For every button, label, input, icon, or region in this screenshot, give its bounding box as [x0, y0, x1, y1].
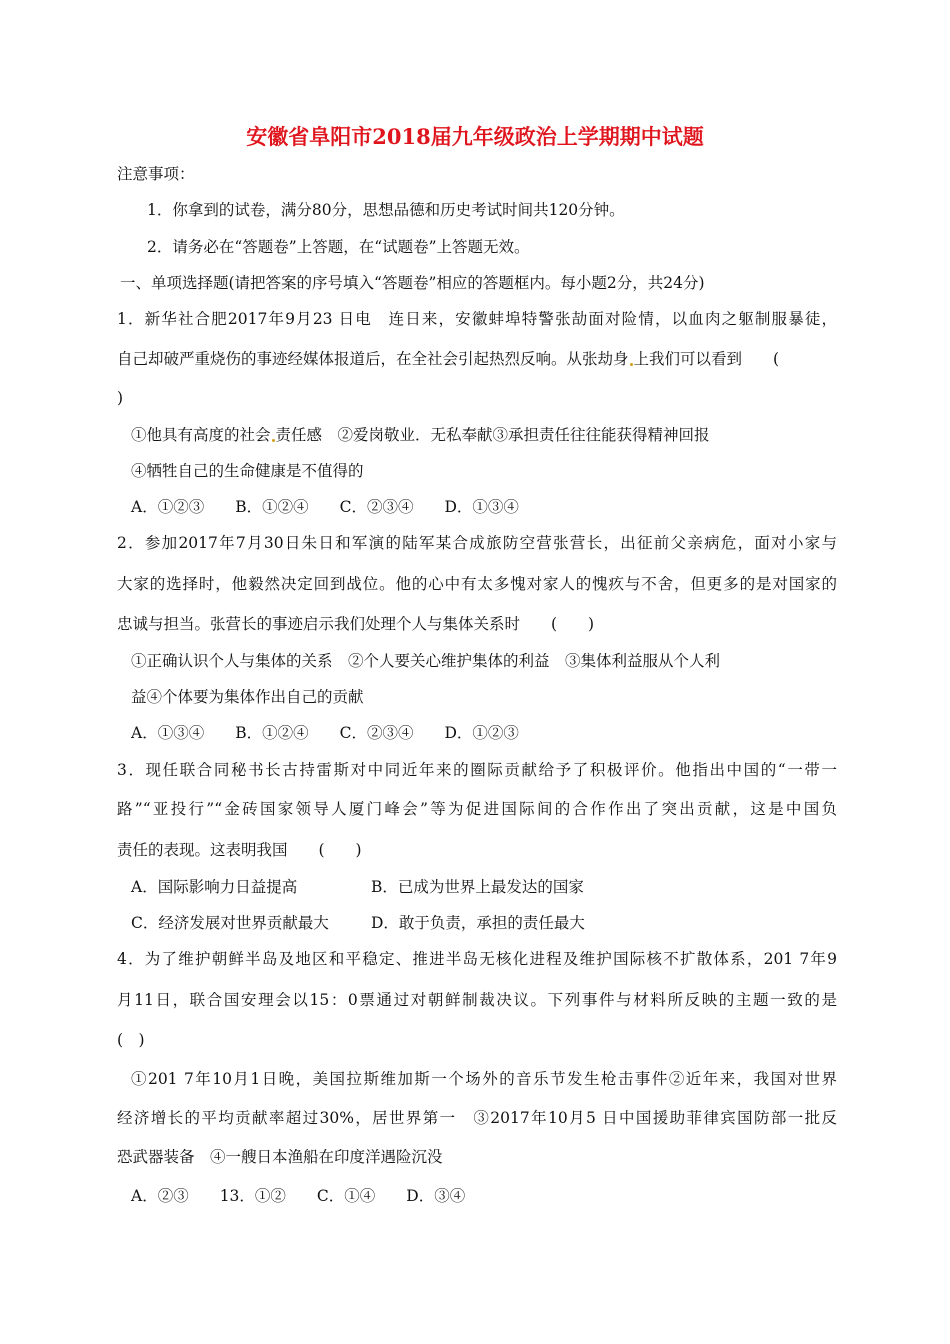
q4-stem-line-2: 月11日，联合国安理会以15：0票通过对朝鲜制裁决议。下列事件与材料所反映的主题一致的是 — [117, 991, 837, 1009]
q3-stem-line-2: 路”“亚投行”“金砖国家领导人厦门峰会”等为促进国际间的合作作出了突出贡献，这是中国负 — [117, 800, 837, 818]
q2-stem-line-2: 大家的选择时，他毅然决定回到战位。他的心中有太多愧对家人的愧疚与不舍，但更多的是对国家的 — [117, 575, 837, 593]
q2-stem-line-1: 2．参加2017年7月30日朱日和军演的陆军某合成旅防空营张营长，出征前父亲病危，面对小家与 — [117, 534, 837, 552]
q4-option-statements-3: 恐武器装备 ④一艘日本渔船在印度洋遇险沉没 — [117, 1148, 443, 1166]
notice-item-2: 2．请务必在“答题卷”上答题，在“试题卷”上答题无效。 — [147, 238, 530, 256]
q2-stem-line-3: 忠诚与担当。张营长的事迹启示我们处理个人与集体关系时 ( ) — [117, 615, 595, 633]
q1-stem-line-3: ) — [117, 389, 124, 407]
q1-statement-1a: ①他具有高度的社会 — [131, 426, 271, 444]
q1-answer-choices: A．①②③ B．①②④ C．②③④ D．①③④ — [131, 498, 519, 516]
q4-stem-line-1: 4．为了维护朝鲜半岛及地区和平稳定、推进半岛无核化进程及维护国际核不扩散体系，201 7年9 — [117, 950, 837, 968]
q3-option-c: C．经济发展对世界贡献最大 — [131, 914, 329, 932]
q2-option-statements-2: 益④个体要为集体作出自己的贡献 — [131, 688, 364, 706]
emphasis-dot-icon — [630, 363, 633, 366]
q2-option-statements-1: ①正确认识个人与集体的关系 ②个人要关心维护集体的利益 ③集体利益服从个人利 — [131, 652, 721, 670]
q4-answer-choices: A．②③ 13．①② C．①④ D．③④ — [131, 1187, 466, 1205]
section-heading: 一、单项选择题(请把答案的序号填入“答题卷”相应的答题框内。每小题2分，共24分) — [120, 274, 705, 292]
notice-item-1: 1．你拿到的试卷，满分80分，思想品德和历史考试时间共120分钟。 — [147, 201, 625, 219]
q3-option-a: A．国际影响力日益提高 — [131, 878, 298, 896]
q1-stem-line-2b: 上我们可以看到 ( — [633, 350, 780, 368]
emphasis-dot-icon — [272, 439, 275, 442]
q2-answer-choices: A．①③④ B．①②④ C．②③④ D．①②③ — [131, 724, 519, 742]
q1-option-statements-2: ④牺牲自己的生命健康是不值得的 — [131, 462, 364, 480]
q4-stem-line-3: ( ) — [117, 1031, 145, 1049]
q3-option-d: D．敢于负责，承担的责任最大 — [371, 914, 585, 932]
q4-option-statements-1: ①201 7年10月1日晚，美国拉斯维加斯一个场外的音乐节发生枪击事件②近年来，我国对世界 — [131, 1070, 837, 1088]
q1-stem-line-2 — [117, 349, 779, 369]
page-title: 安徽省阜阳市2018届九年级政治上学期期中试题 — [246, 124, 704, 149]
q3-stem-line-1: 3．现任联合同秘书长古持雷斯对中同近年来的圈际贡献给予了积极评价。他指出中国的“一带一 — [117, 761, 837, 779]
q4-option-statements-2: 经济增长的平均贡献率超过30%，居世界第一 ③2017年10月5 日中国援助菲律宾国防部一批反 — [117, 1109, 837, 1127]
q3-stem-line-3: 责任的表现。这表明我国 ( ) — [117, 841, 362, 859]
q1-stem-line-1: 1．新华社合肥2017年9月23 日电 连日来，安徽蚌埠特警张劼面对险情，以血肉之躯制服暴徒， — [117, 310, 837, 328]
q1-statement-1b: 责任感 ②爱岗敬业．无私奉献③承担责任往往能获得精神回报 — [275, 426, 710, 444]
q1-option-statements-1 — [131, 425, 710, 445]
q3-option-b: B．已成为世界上最发达的国家 — [371, 878, 584, 896]
q1-stem-line-2a: 自己却破严重烧伤的事迹经媒体报道后，在全社会引起热烈反响。从张劫身 — [117, 350, 629, 368]
notice-heading: 注意事项： — [117, 165, 195, 183]
